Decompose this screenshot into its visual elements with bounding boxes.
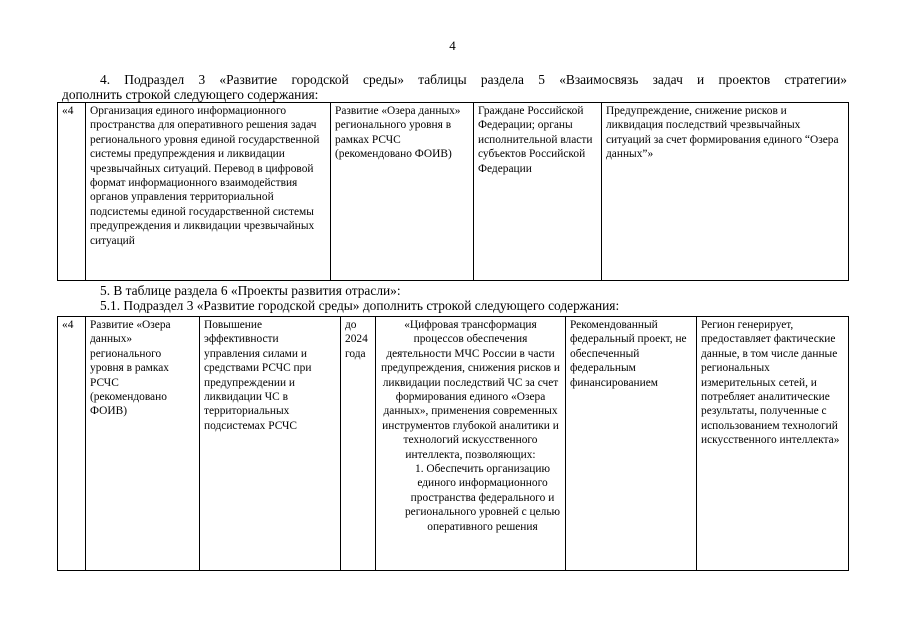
- paragraph-5-1-text: 5.1. Подраздел 3 «Развитие городской среды» дополнить строкой следующего содержания:: [100, 298, 620, 313]
- page-number: 4: [449, 38, 456, 53]
- project-name-cell: Развитие «Озера данных» регионального уровня в рамках РСЧС (рекомендовано ФОИВ): [86, 317, 200, 571]
- table-project-links: [57, 102, 849, 281]
- table-industry-projects: [57, 316, 849, 571]
- region-role-cell: Регион генерирует, предоставляет фактические данные, в том числе данные региональных измерительных сетей, и потребляет аналитические результаты, полученные с использованием технологий искусственного интеллекта»: [697, 317, 849, 571]
- paragraph-5-text: 5. В таблице раздела 6 «Проекты развития отрасли»:: [100, 283, 401, 298]
- description-cell: [376, 317, 566, 571]
- table-row: [58, 317, 849, 571]
- paragraph-4-line1: [62, 72, 847, 87]
- term-cell: до 2024 года: [341, 317, 376, 571]
- description-text: «Цифровая трансформация процессов обеспечения деятельности МЧС России в части предупреждения, снижения рисков и ликвидации последствий ЧС за счет формирования единого «Озера данных», применения современных инструментов глубокой аналитики и технологий искусственного интеллекта, позволяющих:: [380, 319, 560, 461]
- beneficiaries-cell: Граждане Российской Федерации; органы исполнительной власти субъектов Российской Федерации: [474, 103, 602, 281]
- project-cell: Развитие «Озера данных» регионального уровня в рамках РСЧС (рекомендовано ФОИВ): [331, 103, 474, 281]
- result-cell: Предупреждение, снижение рисков и ликвидация последствий чрезвычайных ситуаций за счет формирования единого “Озера данных”»: [602, 103, 849, 281]
- funding-cell: Рекомендованный федеральный проект, не обеспеченный федеральным финансированием: [566, 317, 697, 571]
- paragraph-5-1: [62, 298, 847, 313]
- task-cell: Организация единого информационного пространства для оперативного решения задач регионального уровня единой государственной системы предупреждения и ликвидации чрезвычайных ситуаций. Перевод в цифровой формат информационного взаимодействия органов управления территориальной подсистемы единой государственной системы предупреждения и ликвидации чрезвычайных ситуаций: [86, 103, 331, 281]
- description-item: 1. Обеспечить организацию единого информационного пространства федерального и регионального уровней с целью оперативного решения: [404, 463, 561, 533]
- paragraph-5: [62, 283, 847, 298]
- project-goal-cell: Повышение эффективности управления силами и средствами РСЧС при предупреждении и ликвидации ЧС в территориальных подсистемах РСЧС: [200, 317, 341, 571]
- table-row: [58, 103, 849, 281]
- row-number-cell: «4: [58, 103, 86, 281]
- row-number-cell: «4: [58, 317, 86, 571]
- paragraph-4-line2: дополнить строкой следующего содержания:: [62, 87, 319, 102]
- paragraph-4-text: 4. Подраздел 3 «Развитие городской среды» таблицы раздела 5 «Взаимосвязь задач и проектов стратегии»: [100, 72, 847, 87]
